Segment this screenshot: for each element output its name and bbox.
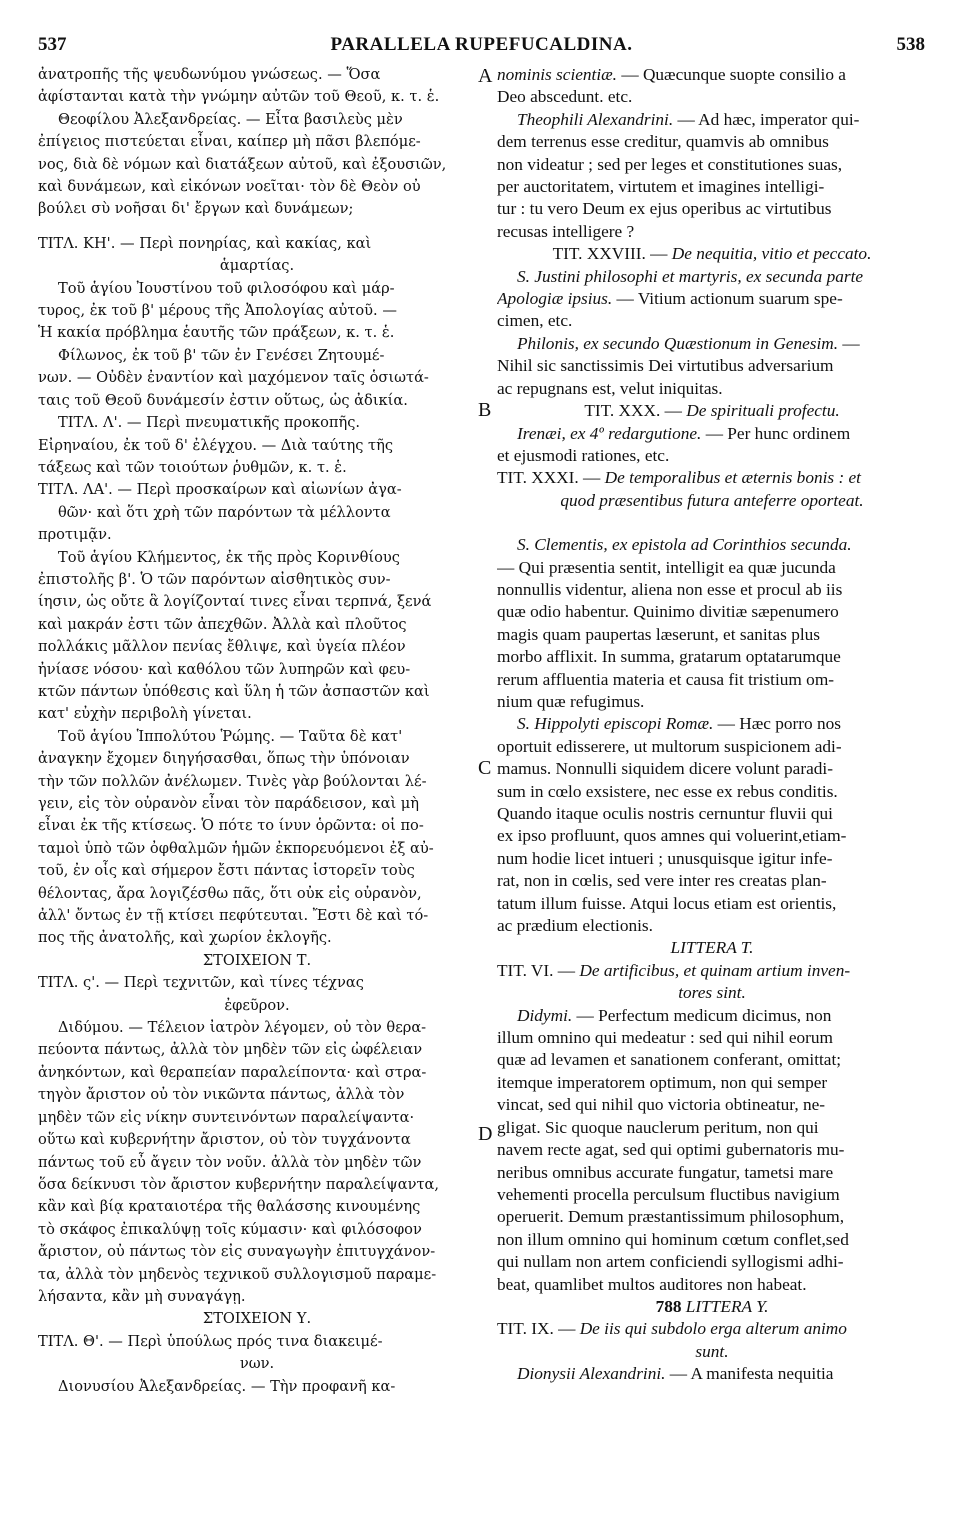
greek-line: ἄριστον, οὐ πάντως τὸν εἰς συναγωγὴν ἐπιτυγχάνον- <box>38 1243 436 1261</box>
greek-line: ἐπίγειος πιστεύεται εἶναι, καίπερ μὴ πᾶσι βλεπόμε- <box>38 133 421 151</box>
page-number-right: 538 <box>896 34 925 55</box>
latin-line: nominis scientiæ. — Quæcunque suopte consilio a <box>497 65 846 84</box>
greek-title-heading: προτιμᾷν. <box>38 526 112 544</box>
latin-line: — Qui præsentia sentit, intelligit ea quæ jucunda <box>497 557 836 577</box>
greek-line: Φίλωνος, ἐκ τοῦ β' τῶν ἐν Γενέσει Ζητουμέ- <box>58 346 385 364</box>
greek-line: κτῶν πάντων ὑπόθεσις καὶ ὕλη ἡ τῶν ἀσπαστῶν καὶ <box>38 682 430 700</box>
greek-line: ἀλλ' ὄντως ἐν τῇ κτίσει πεφύτευται. Ἔστι δὲ καὶ τό- <box>38 907 429 925</box>
latin-line: tur : tu vero Deum ex ejus operibus ac virtutibus <box>497 199 832 219</box>
greek-title-heading: θῶν· καὶ ὅτι χρὴ τῶν παρόντων τὰ μέλλοντα <box>58 503 391 521</box>
greek-section-heading: ΣΤΟΙΧΕΙΟΝ Τ. <box>202 951 312 969</box>
latin-line: oportuit edisserere, ut multorum suspicionem adi- <box>497 736 842 756</box>
greek-line: ἠνίασε νόσου· καὶ καθόλου τῶν λυπηρῶν καὶ φευ- <box>38 660 411 678</box>
latin-line: neribus omnibus accurate fungatur, tametsi mare <box>497 1162 834 1182</box>
greek-line: μηδὲν τῶν εἰς νίκην συντεινόντων παραλείψαντα· <box>38 1108 415 1126</box>
latin-line: quæ ad levamen et sanationem conferant, omittat; <box>497 1050 842 1070</box>
greek-line: νος, διὰ δὲ νόμων καὶ διατάξεων αὐτοῦ, καὶ ἐξουσιῶν, <box>38 155 447 173</box>
greek-title-heading: ΤΙΤΛ. Θ'. — Περὶ ὑπούλως πρός τινα διακειμέ- <box>38 1332 383 1350</box>
latin-line: operuerit. Demum præstantissimum philosophum, <box>497 1207 845 1227</box>
greek-line: πεύοντα πάντως, ἀλλὰ τὸν μηδὲν τῶν εἰς ὠφέλειαν <box>38 1041 423 1059</box>
latin-line: Dionysii Alexandrini. — A manifesta nequitia <box>517 1364 834 1384</box>
greek-line: Διονυσίου Ἀλεξανδρείας. — Τὴν προφανῆ κα- <box>58 1377 396 1395</box>
greek-line: ίησιν, ὡς οὔτε ἃ λογίζονταί τινες εἶναι τερπνά, ξενά <box>38 593 432 611</box>
greek-line: κἂν καὶ βίᾳ κραταιοτέρα τῆς θαλάσσης κινουμένης <box>38 1198 421 1216</box>
page-number-left: 537 <box>38 34 67 55</box>
latin-line: vehementi procella perculsum fluctibus navigium <box>497 1184 840 1204</box>
greek-line: καὶ δυνάμεων, καὶ εἰκόνων νοεῖται· τὸν δὲ Θεὸν οὐ <box>38 178 421 196</box>
greek-line: τυρος, ἐκ τοῦ β' μέρους τῆς Ἀπολογίας αὐτοῦ. — <box>38 302 397 320</box>
latin-line: per auctoritatem, virtutem et imagines intelligi- <box>497 177 825 197</box>
column-number: 788 <box>655 1296 682 1316</box>
latin-line: Philonis, ex secundo Quæstionum in Genesim. — <box>517 333 860 353</box>
greek-title-heading: ἁμαρτίας. <box>219 257 295 275</box>
greek-line: ὅσα δείκνυσι τὸν ἄριστον κυβερνήτην παραλείψαντα, <box>38 1175 440 1193</box>
latin-section-heading: 788 LITTERA Υ. <box>655 1296 769 1316</box>
latin-line: cimen, etc. <box>497 311 573 331</box>
greek-line: οὕτω καὶ κυβερνήτην ἄριστον, οὐ τὸν τυγχάνοντα <box>38 1131 411 1149</box>
latin-line: nonnullis videntur, aliena non esse et procul ab iis <box>497 579 843 599</box>
latin-line: Nihil sic sanctissimis Dei virtutibus adversarium <box>497 356 834 376</box>
latin-title-heading: TIT. XXXI. — De temporalibus et æternis bonis : et <box>497 468 861 488</box>
latin-line: recusas intelligere ? <box>497 221 635 241</box>
greek-section-heading: ΣΤΟΙΧΕΙΟΝ Υ. <box>202 1310 312 1328</box>
greek-column <box>38 64 476 1534</box>
latin-line: morbo afflixit. In summa, gratarum optatarumque <box>497 647 841 667</box>
latin-line: magis quam paupertas læserunt, et sanitas plus <box>497 624 821 644</box>
greek-title-heading: ΤΙΤΛ. ς'. — Περὶ τεχνιτῶν, καὶ τίνες τέχνας <box>38 974 364 992</box>
latin-title-heading: sunt. <box>695 1341 729 1361</box>
greek-line: τοῦ, ἐν οἷς καὶ σήμερον ἔστι πάντας ἱστορεῖν τοὺς <box>38 862 415 880</box>
greek-line: ταμοὶ ὑπὸ τῶν ὀφθαλμῶν ἡμῶν ἐκπορευόμενοι ἐξ αὐ- <box>38 839 434 857</box>
latin-line: qui nullam non artem conficiendi syllogismi adhi- <box>497 1252 844 1272</box>
greek-line: πος τῆς ἀνατολῆς, καὶ χωρίον ἐκλογῆς. <box>38 929 332 947</box>
latin-line: itemque imperatorem optimum, non qui semper <box>497 1072 828 1092</box>
greek-title-heading: ΤΙΤΛ. ΛΑ'. — Περὶ προσκαίρων καὶ αἰωνίων ἀγα- <box>38 481 402 499</box>
latin-line: Irenæi, ex 4º redargutione. — Per hunc ordinem <box>517 423 851 443</box>
latin-line: Theophili Alexandrini. — Ad hæc, imperator qui- <box>517 109 860 129</box>
greek-line: πολλάκις μᾶλλον πενίας ἔθλιψε, καὶ ὑγεία πλέον <box>38 638 406 656</box>
latin-line: sum in cœlo exsistere, nec esse ex rebus conditis. <box>497 781 838 801</box>
greek-line: Τοῦ ἁγίου Ἱππολύτου Ῥώμης. — Ταῦτα δὲ κατ' <box>58 727 403 745</box>
greek-line: τὴν τῶν πολλῶν ἀνέλωμεν. Τινὲς γὰρ βούλονται λέ- <box>38 772 427 790</box>
greek-line: γειν, εἰς τὸν οὐρανὸν εἶναι τὸν παράδεισον, καὶ μὴ <box>38 795 420 812</box>
greek-line: Ἡ κακία πρόβλημα ἑαυτῆς τῶν πράξεων, κ. τ. ἑ. <box>38 324 395 342</box>
latin-title-heading: tores sint. <box>678 983 746 1003</box>
greek-line: νων. — Οὐδὲν ἐναντίον καὶ μαχόμενον ταῖς ὁσιωτά- <box>38 369 429 387</box>
latin-line: tatum illum fuisse. Atqui locus etiam est orientis, <box>497 893 837 913</box>
latin-line: gligat. Sic quoque nauclerum peritum, non qui <box>497 1117 819 1137</box>
latin-line: ac prædium electionis. <box>497 916 653 936</box>
greek-line: ταις τοῦ Θεοῦ δυνάμεσίν ἐστιν οὕτως, ὡς ἀδικία. <box>38 391 408 409</box>
greek-line: Διδύμου. — Τέλειον ἰατρὸν λέγομεν, οὐ τὸν θερα- <box>58 1019 427 1037</box>
latin-line: ex ipso profluunt, quos amnes qui voluerint,etiam- <box>497 826 847 846</box>
greek-line: λήσαντα, κἂν μὴ συναγάγῃ. <box>38 1287 246 1305</box>
greek-line: πάντως τοῦ εὖ ἄγειν τὸν νοῦν. ἀλλὰ τὸν μηδὲν τῶν <box>38 1153 422 1171</box>
latin-line: rat, non in cœlis, sed vere inter res creatas plan- <box>497 871 827 891</box>
greek-line: τηγὸν ἄριστον οὐ τὸν νικῶντα πάντως, ἀλλὰ τὸν <box>38 1086 405 1104</box>
greek-line: τα, ἀλλὰ τὸν μηδενὸς τεχνικοῦ συλλογισμοῦ παραμε- <box>38 1265 437 1283</box>
greek-line: ἀφίστανται κατὰ τὴν γνώμην αὐτῶν τοῦ Θεοῦ, κ. τ. ἑ. <box>38 88 440 106</box>
latin-line: mamus. Nonnulli siquidem dicere volunt paradi- <box>497 759 833 779</box>
latin-line: non videatur ; sed per leges et constitutiones suas, <box>497 154 843 174</box>
latin-line: ac repugnans est, velut iniquitas. <box>497 378 723 398</box>
latin-line: et ejusmodi rationes, etc. <box>497 445 670 465</box>
latin-line: vincat, sed qui nihil quo victoria obtineatur, ne- <box>497 1095 826 1115</box>
latin-title-heading: TIT. XXVIII. — De nequitia, vitio et peccato. <box>552 244 872 264</box>
latin-line: quæ odio habentur. Quinimo divitiæ sæpenumero <box>497 602 839 622</box>
greek-line: ἀνηκόντων, καὶ θεραπείαν παραλείποντα· καὶ στρα- <box>38 1063 427 1081</box>
greek-line: ἀνατροπῆς τῆς ψευδωνύμου γνώσεως. — Ὅσα <box>38 66 381 83</box>
latin-line: num hodie licet intueri ; unusquisque igitur infe- <box>497 848 833 868</box>
greek-line: ἀναγκην ἔχομεν διηγήσασθαι, ὅπως τὴν ὑπόνοιαν <box>38 750 410 768</box>
latin-title-heading: quod præsentibus futura anteferre oporteat. <box>560 490 864 510</box>
greek-line: τὸ σκάφος ἐπικαλύψῃ τοῖς κύμασιν· καὶ φιλόσοφον <box>38 1220 422 1238</box>
latin-line: beat, quamlibet multos auditores non habeat. <box>497 1274 807 1294</box>
greek-line: Εἰρηναίου, ἐκ τοῦ δ' ἐλέγχου. — Διὰ ταύτης τῆς <box>38 436 394 454</box>
greek-title-heading: νων. <box>239 1355 275 1373</box>
greek-line: Τοῦ ἁγίου Κλήμεντος, ἐκ τῆς πρὸς Κορινθίους <box>58 548 400 566</box>
greek-line: εἶναι ἐκ τῆς κτίσεως. Ὁ πότε το ίνυν ὁρῶντα: οἱ πο- <box>38 817 424 835</box>
latin-line: S. Clementis, ex epistola ad Corinthios secunda. <box>517 535 852 555</box>
latin-column <box>497 64 927 1534</box>
latin-line: nium quæ refugimus. <box>497 691 645 711</box>
latin-title-heading: TIT. XXX. — De spirituali profectu. <box>584 401 840 421</box>
greek-line: Τοῦ ἁγίου Ἰουστίνου τοῦ φιλοσόφου καὶ μάρ- <box>58 279 395 297</box>
latin-line: non illum omnino qui hominum cœtum conflet,sed <box>497 1229 849 1249</box>
latin-title-heading: TIT. IX. — De iis qui subdolo erga alterum animo <box>497 1319 847 1339</box>
greek-title-heading: ΤΙΤΛ. ΚΗ'. — Περὶ πονηρίας, καὶ κακίας, καὶ <box>38 234 372 252</box>
latin-title-heading: TIT. VI. — De artificibus, et quinam artium inven- <box>497 960 851 980</box>
latin-line: navem recte agat, sed qui optimi gubernatoris mu- <box>497 1140 845 1160</box>
greek-title-heading: ΤΙΤΛ. Λ'. — Περὶ πνευματικῆς προκοπῆς. <box>58 414 361 432</box>
margin-marker-d: D <box>478 1123 493 1145</box>
latin-section-heading: LITTERA T. <box>670 938 754 958</box>
greek-line: ἐπιστολῆς β'. Ὁ τῶν παρόντων αἰσθητικὸς συν- <box>38 570 391 588</box>
latin-line: Apologiæ ipsius. — Vitium actionum suarum spe- <box>497 289 843 309</box>
greek-title-heading: ἐφεῦρον. <box>224 996 290 1014</box>
greek-line: κατ' εὐχὴν περιβολὴ γίνεται. <box>38 705 252 723</box>
greek-line: τάξεως καὶ τῶν τοιούτων ῥυθμῶν, κ. τ. ἑ. <box>38 458 347 476</box>
latin-line: S. Hippolyti episcopi Romæ. — Hæc porro nos <box>517 714 842 734</box>
page-title: PARALLELA RUPEFUCALDINA. <box>330 34 633 55</box>
latin-line: Quando itaque oculis nostris cernuntur fluvii qui <box>497 804 833 823</box>
latin-line: illum omnino qui medeatur : sed qui nihil eorum <box>497 1028 833 1048</box>
greek-line: θέλοντας, ἄρα λογιζέσθω πᾶς, ὅτι οὐκ εἰς οὐρανὸν, <box>38 884 422 902</box>
running-header <box>38 34 925 58</box>
greek-line: βούλει σὺ νοῆσαι δι' ἔργων καὶ δυνάμεων; <box>38 200 354 218</box>
latin-line: rerum affluentia materia et causa fit tristium om- <box>497 669 835 689</box>
latin-line: Didymi. — Perfectum medicum dicimus, non <box>517 1005 832 1025</box>
latin-line: Deo abscedunt. etc. <box>497 87 633 107</box>
greek-line: καὶ μακράν ἐστι τῶν ἀπεχθῶν. Ἀλλὰ καὶ πλοῦτος <box>38 615 407 633</box>
margin-marker-c: C <box>478 757 492 779</box>
latin-line: dem terrenus esse creditur, quamvis ab omnibus <box>497 132 829 152</box>
greek-line: Θεοφίλου Ἀλεξανδρείας. — Εἶτα βασιλεὺς μὲν <box>58 110 403 128</box>
margin-marker-b: B <box>478 399 492 421</box>
latin-line: S. Justini philosophi et martyris, ex secunda parte <box>517 266 864 286</box>
margin-marker-a: A <box>478 65 493 87</box>
